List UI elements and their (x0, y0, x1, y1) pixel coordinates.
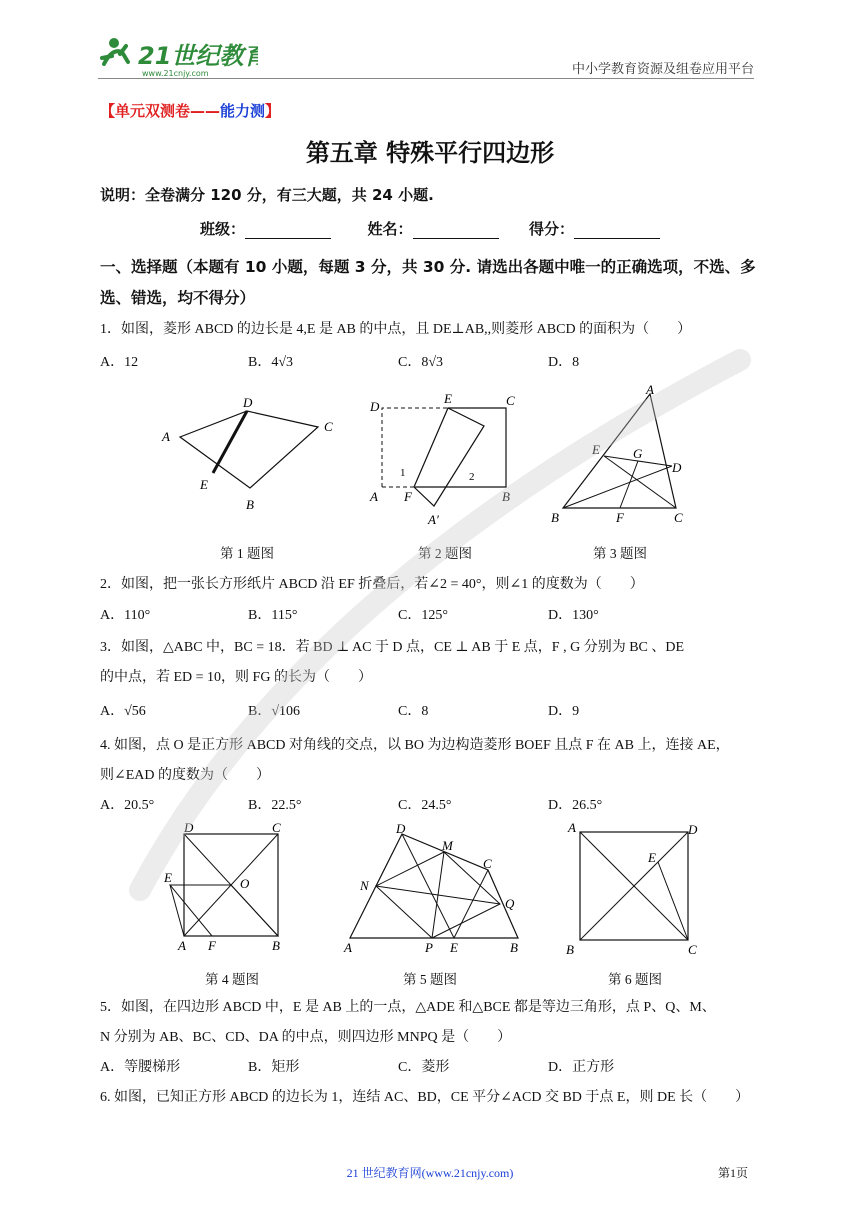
figure-4-square (160, 820, 300, 955)
svg-text:F: F (616, 510, 624, 525)
svg-text:C: C (483, 856, 492, 871)
q3-option-d: D．9 (548, 704, 580, 719)
header-divider (98, 78, 754, 79)
svg-text:D: D (672, 460, 682, 475)
svg-text:E: E (444, 391, 452, 406)
q4-option-c: C．24.5° (398, 798, 452, 813)
svg-text:B: B (502, 489, 510, 504)
q1-option-c: C．8√3 (398, 355, 444, 370)
page-title: 第五章 特殊平行四边形 (305, 139, 555, 167)
logo-url: www.21cnjy.com (142, 69, 209, 78)
test-tag: 【单元双测卷——能力测】 (100, 102, 281, 120)
svg-text:M: M (442, 838, 453, 853)
site-logo (98, 34, 258, 80)
class-blank (245, 222, 331, 239)
question-6: 6. 如图，已知正方形 ABCD 的边长为 1，连结 AC、BD，CE 平分∠ACD 交 BD 于点 E，则 DE 长（ ） (100, 1090, 750, 1105)
q3-option-b: B．√106 (248, 704, 301, 719)
svg-text:O: O (240, 876, 250, 891)
svg-text:N: N (360, 878, 369, 893)
svg-text:2: 2 (469, 471, 475, 483)
svg-text:A: A (178, 938, 186, 953)
figure-5-quadrilateral (340, 820, 530, 955)
q4-option-d: D．26.5° (548, 798, 603, 813)
caption-q6: 第 6 题图 (608, 972, 662, 987)
q5-option-b: B．矩形 (248, 1060, 300, 1075)
question-5-line-2: N 分别为 AB、BC、CD、DA 的中点，则四边形 MNPQ 是（ ） (100, 1030, 512, 1045)
svg-text:D: D (688, 822, 698, 837)
q1-option-d: D．8 (548, 355, 580, 370)
caption-q3: 第 3 题图 (593, 546, 647, 561)
svg-text:F: F (404, 489, 412, 504)
svg-text:B: B (551, 510, 559, 525)
question-1: 1．如图，菱形 ABCD 的边长是 4,E 是 AB 的中点，且 DE⊥AB,,则菱形 ABCD 的面积为（ ） (100, 322, 692, 337)
question-3-line-1: 3．如图，△ABC 中，BC = 18．若 BD ⊥ AC 于 D 点，CE ⊥ AB 于 E 点，F , G 分别为 BC 、DE (100, 640, 685, 655)
svg-text:C: C (506, 393, 515, 408)
figure-2-folded-rectangle (366, 388, 526, 528)
page-number: 第1页 (717, 1166, 748, 1180)
svg-text:E: E (450, 940, 458, 955)
svg-text:C: C (674, 510, 683, 525)
svg-text:B: B (246, 497, 254, 512)
q5-option-a: A．等腰梯形 (100, 1060, 181, 1075)
svg-text:B: B (272, 938, 280, 953)
figure-3-triangle (548, 382, 698, 532)
student-info: 班级： 姓名： 得分： (200, 218, 660, 239)
svg-text:E: E (200, 477, 208, 492)
svg-text:Q: Q (505, 896, 515, 911)
q2-option-b: B．115° (248, 608, 298, 623)
svg-text:A: A (646, 382, 654, 397)
svg-text:A: A (370, 489, 378, 504)
q4-option-b: B．22.5° (248, 798, 302, 813)
figure-1-rhombus (150, 385, 350, 525)
svg-text:D: D (370, 399, 380, 414)
svg-text:C: C (272, 820, 281, 835)
figure-6-square (562, 818, 712, 958)
svg-text:1: 1 (400, 467, 406, 479)
question-2: 2．如图，把一张长方形纸片 ABCD 沿 EF 折叠后，若∠2 = 40°，则∠1 的度数为（ ） (100, 577, 644, 592)
svg-text:E: E (648, 850, 656, 865)
caption-q4: 第 4 题图 (205, 972, 259, 987)
svg-text:E: E (164, 870, 172, 885)
name-blank (413, 222, 499, 239)
exam-note: 说明：全卷满分 120 分，有三大题，共 24 小题. (100, 186, 434, 204)
svg-text:D: D (184, 820, 194, 835)
logo-text: 21世纪教育 (138, 42, 258, 70)
platform-name: 中小学教育资源及组卷应用平台 (571, 62, 754, 77)
q1-option-b: B．4√3 (248, 355, 294, 370)
q3-option-c: C．8 (398, 704, 429, 719)
svg-text:B: B (566, 942, 574, 957)
q2-option-c: C．125° (398, 608, 448, 623)
caption-q5: 第 5 题图 (403, 972, 457, 987)
svg-text:P: P (425, 940, 433, 955)
svg-text:B: B (510, 940, 518, 955)
caption-q2: 第 2 题图 (418, 546, 472, 561)
svg-text:D: D (243, 395, 253, 410)
svg-text:G: G (633, 446, 643, 461)
svg-text:C: C (688, 942, 697, 957)
svg-text:E: E (592, 442, 600, 457)
q4-option-a: A．20.5° (100, 798, 155, 813)
svg-text:F: F (208, 938, 216, 953)
q5-option-d: D．正方形 (548, 1060, 615, 1075)
q3-option-a: A．√56 (100, 704, 146, 719)
svg-text:A: A (162, 429, 170, 444)
q1-option-a: A．12 (100, 355, 139, 370)
question-4-line-2: 则∠EAD 的度数为（ ） (100, 768, 271, 783)
question-4-line-1: 4. 如图，点 O 是正方形 ABCD 对角线的交点，以 BO 为边构造菱形 BOEF 且点 F 在 AB 上，连接 AE， (100, 738, 730, 753)
score-blank (574, 222, 660, 239)
svg-text:A: A (568, 820, 576, 835)
q5-option-c: C．菱形 (398, 1060, 450, 1075)
svg-text:A: A (344, 940, 352, 955)
svg-text:D: D (396, 821, 406, 836)
section-1-heading: 一、选择题（本题有 10 小题，每题 3 分，共 30 分. 请选出各题中唯一的正确选项，不选、多选、错选，均不得分） (100, 258, 756, 307)
question-5-line-1: 5．如图，在四边形 ABCD 中，E 是 AB 上的一点，△ADE 和△BCE 都是等边三角形，点 P、Q、M、 (100, 1000, 716, 1015)
q2-option-d: D．130° (548, 608, 599, 623)
question-3-line-2: 的中点，若 ED = 10，则 FG 的长为（ ） (100, 670, 372, 685)
svg-text:C: C (324, 419, 333, 434)
q2-option-a: A．110° (100, 608, 151, 623)
caption-q1: 第 1 题图 (220, 546, 274, 561)
svg-text:A′: A′ (428, 512, 439, 527)
footer-site[interactable]: 21 世纪教育网(www.21cnjy.com) (346, 1166, 514, 1180)
